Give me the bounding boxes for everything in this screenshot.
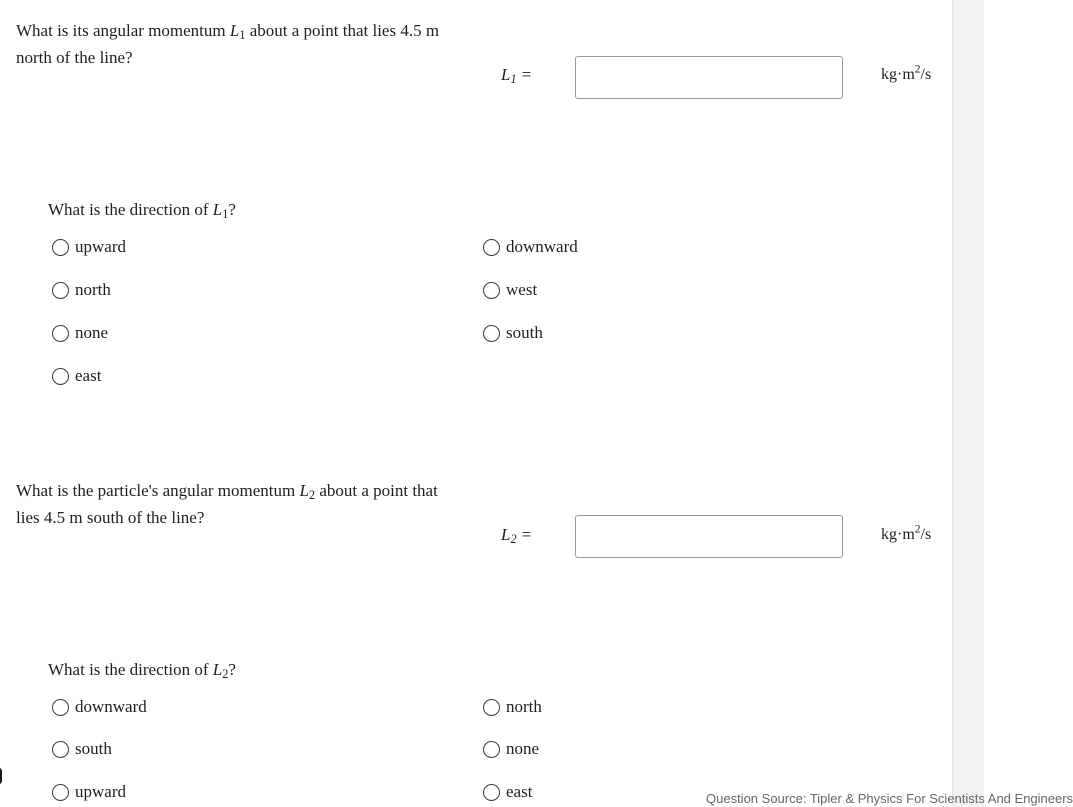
radio-button[interactable] [52, 741, 69, 758]
radio-button[interactable] [483, 325, 500, 342]
symbol-subscript: 2 [308, 488, 316, 503]
question-text: What is its angular momentum [16, 21, 230, 40]
unit-label-l2 [881, 523, 932, 544]
question-angular-momentum-north [16, 17, 456, 71]
symbol-subscript: 2 [222, 667, 229, 682]
dir1-option-east[interactable] [52, 365, 101, 387]
answer-label-l1 [501, 65, 531, 85]
dir2-option-upward[interactable] [52, 781, 126, 803]
question-mark: ? [228, 660, 236, 679]
radio-button[interactable] [483, 784, 500, 801]
unit-label-l1 [881, 63, 932, 84]
option-label: downward [506, 237, 578, 256]
symbol-l: L [229, 21, 240, 40]
radio-button[interactable] [483, 282, 500, 299]
dir2-option-north[interactable] [483, 696, 542, 718]
answer-subscript: 2 [510, 532, 517, 547]
option-label: north [75, 280, 111, 299]
radio-button[interactable] [52, 282, 69, 299]
answer-symbol: L [501, 525, 511, 544]
option-label: downward [75, 697, 147, 716]
l2-answer-input[interactable] [575, 515, 843, 558]
dir1-option-north[interactable] [52, 279, 111, 301]
answer-symbol: L [501, 65, 511, 84]
footer-text: Question Source: Tipler & Physics For Scientists And Engineers [706, 791, 1073, 806]
unit-per-second: /s [920, 526, 932, 543]
option-label: upward [75, 782, 126, 801]
equals-sign: = [521, 525, 532, 544]
unit-per-second: /s [920, 66, 932, 83]
dir1-option-none[interactable] [52, 322, 108, 344]
question-text-cont: about a point that lies 4.5 m north of the line? [16, 21, 440, 67]
scrollbar-track[interactable] [952, 0, 984, 807]
question-angular-momentum-south [16, 477, 456, 531]
unit-base: kg·m [881, 526, 915, 543]
radio-button[interactable] [52, 239, 69, 256]
symbol-subscript: 1 [222, 207, 229, 222]
radio-button[interactable] [483, 699, 500, 716]
dir1-option-west[interactable] [483, 279, 537, 301]
dir2-option-south[interactable] [52, 738, 112, 760]
symbol-l: L [212, 200, 223, 219]
question-text: What is the particle's angular momentum [16, 481, 300, 500]
direction-question-text: What is the direction of [48, 660, 213, 679]
unit-base: kg·m [881, 66, 915, 83]
question-mark: ? [228, 200, 236, 219]
radio-button[interactable] [52, 699, 69, 716]
unit-exponent: 2 [914, 523, 921, 536]
question-text-cont: about a point that lies 4.5 m south of the line? [16, 481, 438, 527]
radio-button[interactable] [52, 368, 69, 385]
option-label: east [75, 366, 102, 385]
option-label: east [506, 782, 533, 801]
direction-question-l1 [48, 200, 236, 220]
l1-answer-input[interactable] [575, 56, 843, 99]
symbol-l: L [212, 660, 223, 679]
radio-button[interactable] [483, 741, 500, 758]
dir1-option-upward[interactable] [52, 236, 126, 258]
option-label: south [75, 739, 112, 758]
option-label: north [506, 697, 542, 716]
dir1-option-south[interactable] [483, 322, 543, 344]
left-edge-marker [0, 768, 2, 784]
radio-button[interactable] [483, 239, 500, 256]
unit-exponent: 2 [914, 63, 921, 76]
dir2-option-none[interactable] [483, 738, 539, 760]
option-label: none [75, 323, 109, 342]
dir2-option-east[interactable] [483, 781, 532, 803]
answer-subscript: 1 [510, 72, 517, 87]
option-label: none [506, 739, 540, 758]
direction-question-text: What is the direction of [48, 200, 213, 219]
direction-question-l2 [48, 660, 236, 680]
option-label: south [506, 323, 543, 342]
dir2-option-downward[interactable] [52, 696, 147, 718]
dir1-option-downward[interactable] [483, 236, 578, 258]
radio-button[interactable] [52, 325, 69, 342]
symbol-l: L [299, 481, 309, 500]
option-label: west [506, 280, 538, 299]
radio-button[interactable] [52, 784, 69, 801]
symbol-subscript: 1 [239, 28, 246, 43]
option-label: upward [75, 237, 126, 256]
equals-sign: = [521, 65, 532, 84]
footer-clipped-text [706, 791, 1073, 807]
answer-label-l2 [501, 525, 531, 545]
